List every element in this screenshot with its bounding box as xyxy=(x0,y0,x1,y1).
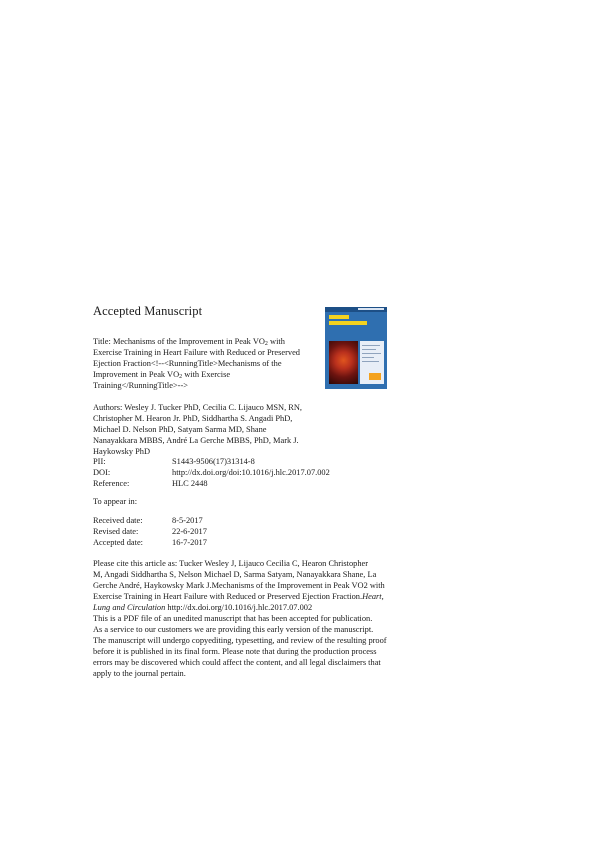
date-row xyxy=(93,538,207,549)
citation-line: Please cite this article as: Tucker Wesley J, Lijauco Cecilia C, Hearon Christopher xyxy=(93,559,369,568)
appear-in-label: To appear in: xyxy=(93,497,138,506)
citation-line: M, Angadi Siddhartha S, Nelson Michael D, Sarma Satyam, Nanayakkara Shane, La xyxy=(93,569,377,579)
identifier-row xyxy=(93,479,330,490)
notice-line: As a service to our customers we are providing this early version of the manuscript. xyxy=(93,624,374,634)
title-line: Exercise Training in Heart Failure with Reduced or Preserved xyxy=(93,347,300,357)
page-heading: Accepted Manuscript xyxy=(93,304,203,318)
cover-title-line xyxy=(329,321,367,325)
notice-line: apply to the journal pertain. xyxy=(93,668,186,678)
citation-doi-link[interactable]: http://dx.doi.org/10.1016/j.hlc.2017.07.002 xyxy=(165,602,313,612)
identifier-row xyxy=(93,457,330,468)
identifiers-table xyxy=(93,457,330,490)
pii-value: S1443-9506(17)31314-8 xyxy=(172,457,255,466)
title-line: Improvement in Peak $VO_2$ with Exercise xyxy=(93,369,231,380)
date-label: Received date: xyxy=(93,516,143,525)
identifier-label: PII: xyxy=(93,457,106,466)
authors-line: Haykowsky PhD xyxy=(93,446,150,456)
notice-line: This is a PDF file of an unedited manuscript that has been accepted for publication. xyxy=(93,614,373,623)
citation-paragraph xyxy=(93,559,507,614)
manuscript-authors xyxy=(93,403,321,458)
disclaimer-paragraph xyxy=(93,614,507,679)
accepted-date: 16-7-2017 xyxy=(172,537,207,547)
date-row xyxy=(93,527,207,538)
cover-top-text xyxy=(358,308,384,310)
authors-line: Michael D. Nelson PhD, Satyam Sarma MD, Shane xyxy=(93,424,267,434)
citation-line: Exercise Training in Heart Failure with Reduced or Preserved Ejection Fraction.Heart, xyxy=(93,591,384,601)
date-row xyxy=(93,516,207,527)
notice-line: before it is published in its final form. Please note that during the production process xyxy=(93,646,377,656)
citation-line: Lung and Circulation http://dx.doi.org/10.1016/j.hlc.2017.07.002 xyxy=(93,602,313,612)
received-date: 8-5-2017 xyxy=(172,516,203,525)
notice-line: errors may be discovered which could affect the content, and all legal disclaimers that xyxy=(93,657,381,667)
reference-value: HLC 2448 xyxy=(172,478,208,488)
doi-link[interactable]: http://dx.doi.org/doi:10.1016/j.hlc.2017.07.002 xyxy=(172,467,330,477)
date-label: Revised date: xyxy=(93,526,139,536)
identifier-label: Reference: xyxy=(93,478,130,488)
notice-line: The manuscript will undergo copyediting, typesetting, and review of the resulting proof xyxy=(93,635,387,645)
cover-heart-image xyxy=(329,341,358,384)
dates-table xyxy=(93,516,207,549)
title-line: Title: Mechanisms of the Improvement in Peak $VO_2$ with xyxy=(93,337,285,347)
authors-line: Authors: Wesley J. Tucker PhD, Cecilia C. Lijauco MSN, RN, xyxy=(93,403,303,412)
date-label: Accepted date: xyxy=(93,537,143,547)
manuscript-title xyxy=(93,337,318,392)
journal-cover-image xyxy=(325,307,387,389)
cover-title-line xyxy=(329,315,349,319)
authors-line: Nanayakkara MBBS, André La Gerche MBBS, PhD, Mark J. xyxy=(93,435,299,445)
title-line: Ejection Fraction<!--<RunningTitle>Mechanisms of the xyxy=(93,358,282,368)
identifier-row xyxy=(93,468,330,479)
citation-line: Gerche André, Haykowsky Mark J.Mechanisms of the Improvement in Peak VO2 with xyxy=(93,580,385,590)
identifier-label: DOI: xyxy=(93,467,111,477)
title-line: Training</RunningTitle>--> xyxy=(93,380,188,390)
authors-line: Christopher M. Hearon Jr. PhD, Siddhartha S. Angadi PhD, xyxy=(93,413,293,423)
cover-publisher-logo xyxy=(369,373,381,380)
revised-date: 22-6-2017 xyxy=(172,526,207,536)
